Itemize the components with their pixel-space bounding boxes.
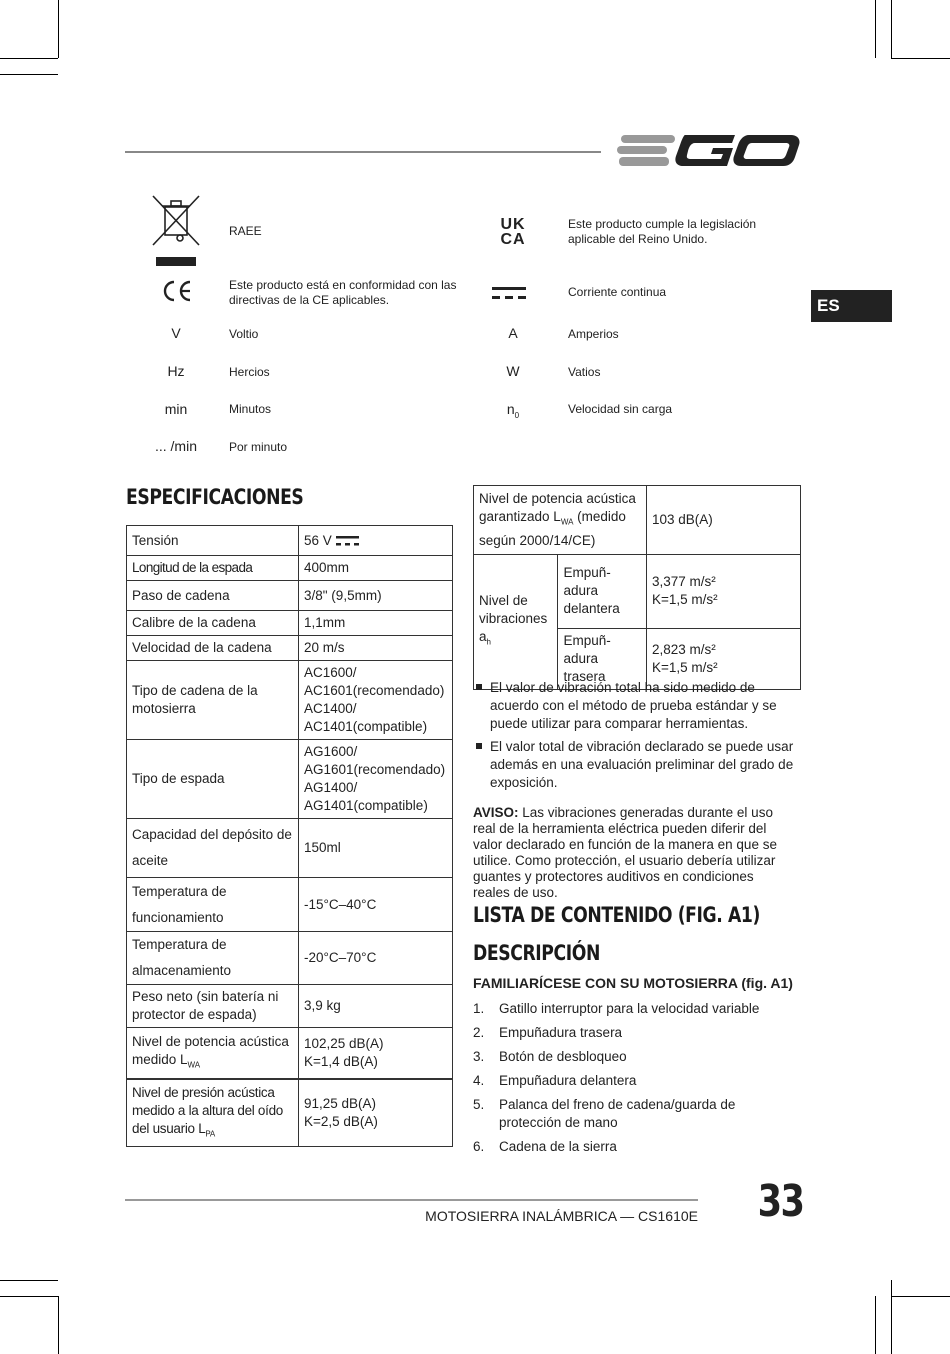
spec-value-line: AG1601(recomendado) [304,762,446,777]
spec-value-line: 3,377 m/s² [652,574,716,590]
list-text: Empuñadura delantera [499,1073,637,1088]
list-number: 3. [473,1049,485,1064]
page-number: 33 [757,1176,804,1227]
spec-value: -20°C–70°C [299,932,453,985]
spec-key: Tensión [127,526,299,556]
spec-value-line: AG1400/ [304,780,358,795]
spec-key-subscript: h [486,637,491,647]
spec-value-line: K=1,5 m/s² [652,659,718,675]
list-item [476,738,796,792]
header-rule [125,151,601,153]
spec-value-line: K=2,5 dB(A) [304,1114,378,1130]
spec-key-text: Nivel de vibraciones a [479,592,548,644]
spec-key-line: almacenamiento [132,963,232,978]
symbol-per-minute: ... /min [154,438,197,454]
list-number: 4. [473,1073,485,1088]
spec-key-subscript: PA [205,1129,215,1139]
symbol-text: n [506,401,515,417]
spec-value-line: AG1600/ [304,744,358,759]
table-row [127,740,453,819]
list-item [473,1000,798,1018]
ukca-mark-icon: UK CA [500,216,526,248]
spec-value: 3/8" (9,5mm) [299,581,453,611]
language-tab: ES [811,290,892,322]
spec-key-text: Nivel de potencia acústica garantizado L [479,491,636,524]
spec-value-line: K=1,5 m/s² [652,592,718,608]
list-item [473,1024,798,1042]
list-text: Gatillo interruptor para la velocidad variable [499,1001,760,1016]
table-row [474,554,801,628]
spec-value: 400mm [299,556,453,581]
spec-key [127,819,299,878]
bullet-text: El valor total de vibración declarado se puede usar además en una evaluación preliminar del grado de exposición. [490,739,794,790]
direct-current-icon [336,535,360,547]
spec-value [299,661,453,740]
list-text: Palanca del freno de cadena/guarda de protección de mano [499,1097,736,1130]
spec-key-text: (medido según 2000/14/CE) [479,509,626,548]
table-row [127,636,453,661]
spec-key-text: Nivel de potencia acústica medido L [132,1034,289,1067]
symbol-label: Corriente continua [568,285,667,299]
warning-text: Las vibraciones generadas durante el uso real de la herramienta eléctrica pueden diferir del valor declarado en función de la manera en que se utilice. Como protección, el usuario debería utilizar guantes y protectores auditivos en condiciones reales de uso. [473,805,777,900]
list-number: 1. [473,1001,485,1016]
list-text: Empuñadura trasera [499,1025,623,1040]
contents-heading: LISTA DE CONTENIDO (FIG. A1) [473,903,760,927]
spec-key: Velocidad de la cadena [127,636,299,661]
spec-value-line: AC1400/ [304,701,357,716]
table-row [127,526,453,556]
symbol-label: Vatios [568,365,601,379]
symbol-volt: V [171,325,181,341]
list-item [473,1096,798,1132]
spec-value-line: AG1401(compatible) [304,798,428,813]
table-row [127,661,453,740]
symbol-label: Minutos [229,402,272,416]
list-number: 5. [473,1097,485,1112]
symbol-label: Hercios [229,365,270,379]
spec-key-subscript: WA [187,1060,201,1070]
spec-subkey: Empuñ-adura trasera [558,628,647,689]
spec-value: 3,9 kg [299,985,453,1028]
symbol-no-load-speed [473,401,553,420]
table-row [127,556,453,581]
list-number: 2. [473,1025,485,1040]
spec-key: Longitud de la espada [127,556,299,581]
spec-key: Tipo de cadena de la motosierra [127,661,299,740]
list-item [473,1072,798,1090]
spec-value [299,1079,453,1147]
spec-value [299,1028,453,1079]
spec-value-text: 56 V [304,532,332,548]
list-item [473,1048,798,1066]
spec-value: 20 m/s [299,636,453,661]
spec-table [126,525,453,1147]
footer-title: MOTOSIERRA INALÁMBRICA — CS1610E [425,1208,698,1224]
warning-paragraph [473,805,793,901]
spec-value [299,526,453,556]
spec-key-line: Temperatura de [132,884,227,899]
spec-key [474,554,558,689]
spec-value: 150ml [299,819,453,878]
spec-key: Calibre de la cadena [127,611,299,636]
symbol-subscript: 0 [514,410,520,420]
spec-key-line: funcionamiento [132,910,224,925]
acoustic-vibration-table [473,485,801,690]
list-item [473,1138,798,1156]
symbol-watt: W [506,363,520,379]
ce-mark-icon [160,279,194,303]
spec-key: Tipo de espada [127,740,299,819]
familiarize-subheading: FAMILIARÍCESE CON SU MOTOSIERRA (fig. A1) [473,975,793,991]
symbol-ampere: A [508,325,518,341]
spec-key: Paso de cadena [127,581,299,611]
footer-rule [125,1199,698,1201]
symbol-label: RAEE [229,224,262,238]
spec-value: -15°C–40°C [299,878,453,932]
table-row [127,1028,453,1079]
table-row [127,819,453,878]
spec-value: 103 dB(A) [647,486,801,555]
table-row [127,878,453,932]
list-text: Botón de desbloqueo [499,1049,627,1064]
weee-crossed-bin-icon [150,193,202,268]
spec-value-line: K=1,4 dB(A) [304,1053,378,1069]
bullet-icon [476,743,482,749]
symbol-label: Por minuto [229,440,288,454]
spec-subkey: Empuñ-adura delantera [558,554,647,628]
symbol-hertz: Hz [167,363,185,379]
table-row [474,486,801,555]
spec-value-line: 91,25 dB(A) [304,1096,377,1112]
spec-key [474,486,647,555]
table-row [127,985,453,1028]
list-number: 6. [473,1139,485,1154]
direct-current-icon [492,285,528,301]
symbol-label: Velocidad sin carga [568,402,673,416]
symbol-label: Amperios [568,327,619,341]
symbol-label: Voltio [229,327,259,341]
spec-key-text: Nivel de presión acústica medido a la altura del oído del usuario L [132,1084,284,1136]
bullet-text: El valor de vibración total ha sido medido de acuerdo con el método de prueba estándar y se puede utilizar para comparar herramientas. [490,680,777,731]
list-text: Cadena de la sierra [499,1139,617,1154]
spec-value-line: 102,25 dB(A) [304,1035,384,1051]
spec-value [299,740,453,819]
symbol-label: Este producto está en conformidad con las directivas de la CE aplicables. [229,278,457,307]
bullet-icon [476,684,482,690]
spec-value: 1,1mm [299,611,453,636]
spec-key [127,1079,299,1147]
spec-value [647,554,801,628]
spec-key: Peso neto (sin batería ni protector de espada) [127,985,299,1028]
warning-label: AVISO: [473,805,519,820]
list-item [476,679,796,733]
symbol-label: Este producto cumple la legislación aplicable del Reino Unido. [568,217,757,246]
spec-key-line: Temperatura de [132,937,227,952]
spec-value-line: AC1601(recomendado) [304,683,445,698]
spec-key-line: Capacidad del depósito de [132,827,292,842]
spec-key [127,932,299,985]
spec-key [127,878,299,932]
table-row [127,1079,453,1147]
description-heading: DESCRIPCIÓN [473,941,600,965]
spec-heading: ESPECIFICACIONES [126,485,304,509]
spec-value-line: 2,823 m/s² [652,641,716,657]
ego-logo [617,127,801,173]
table-row [127,932,453,985]
spec-key-subscript: WA [560,517,574,527]
spec-key-line: aceite [132,853,169,868]
spec-key [127,1028,299,1079]
spec-value-line: AC1600/ [304,665,357,680]
table-row [127,581,453,611]
symbol-minutes: min [164,401,188,417]
spec-value-line: AC1401(compatible) [304,719,428,734]
table-row [127,611,453,636]
